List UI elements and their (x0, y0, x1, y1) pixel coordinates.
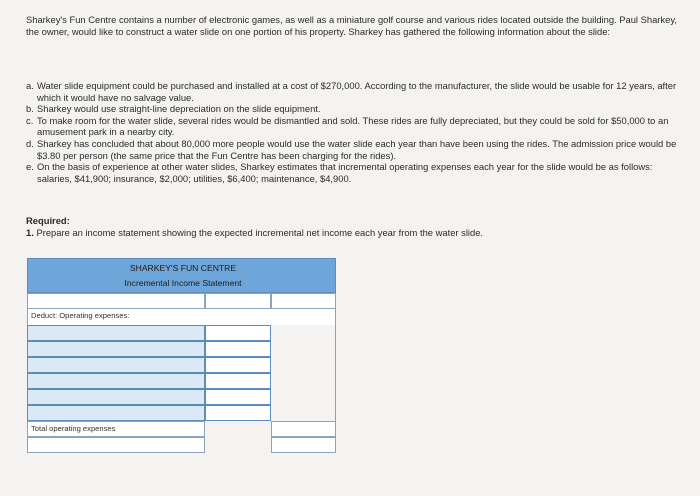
blank-cell (271, 405, 336, 421)
item-label: e. (26, 161, 34, 173)
blank-cell (271, 325, 336, 341)
net-income-label-input[interactable] (27, 437, 205, 453)
item-text: Sharkey has concluded that about 80,000 more people would use the water slide each year than have been using the rides. The admission price would be $3.80 per person (the same price that the Fun Centre has been charging for the rides). (37, 137, 677, 161)
item-text: Sharkey would use straight-line depreciation on the slide equipment. (37, 103, 321, 115)
expense-amount-input[interactable] (205, 357, 271, 373)
total-operating-expenses-label: Total operating expenses (31, 424, 116, 433)
list-item (26, 80, 678, 103)
statement-header (27, 258, 336, 293)
expense-name-input[interactable] (27, 357, 205, 373)
expense-name-input[interactable] (27, 373, 205, 389)
item-text: Water slide equipment could be purchased and installed at a cost of $270,000. According to the manufacturer, the slide would be usable for 12 years, after which it would have no salvage value. (37, 80, 677, 103)
table-row (27, 389, 336, 405)
table-row (27, 325, 336, 341)
expense-amount-input[interactable] (205, 341, 271, 357)
expense-amount-input[interactable] (205, 373, 271, 389)
question-number: 1. (26, 226, 34, 238)
blank-cell (271, 373, 336, 389)
expense-name-input[interactable] (27, 341, 205, 357)
item-label: c. (26, 114, 34, 126)
expense-name-input[interactable] (27, 325, 205, 341)
table-row (27, 341, 336, 357)
problem-intro: Sharkey's Fun Centre contains a number of electronic games, as well as a miniature golf course and various rides located outside the building. Paul Sharkey, the owner, would like to construct a water slide on one portion of his property. Sharkey has gathered the following information about the slide: (26, 14, 677, 38)
blank-cell (271, 341, 336, 357)
spacer-row (27, 309, 336, 325)
required-section (26, 215, 676, 238)
expense-amount-input[interactable] (205, 325, 271, 341)
total-input[interactable] (271, 293, 336, 309)
table-row (27, 357, 336, 373)
expense-name-input[interactable] (27, 405, 205, 421)
question-text: Prepare an income statement showing the expected incremental net income each year from the water slide. (36, 226, 484, 238)
expense-name-input[interactable] (27, 389, 205, 405)
statement-subtitle: Incremental Income Statement (124, 278, 242, 288)
statement-title: SHARKEY'S FUN CENTRE (129, 263, 237, 273)
expense-amount-input[interactable] (205, 405, 271, 421)
blank-cell (271, 389, 336, 405)
given-information-list (26, 80, 678, 184)
required-question (26, 227, 676, 239)
table-row (27, 421, 336, 437)
blank-cell (205, 437, 271, 453)
expense-amount-input[interactable] (205, 389, 271, 405)
item-text: To make room for the water slide, several rides would be dismantled and sold. These rides are fully depreciated, but they could be sold for $50,000 to an amusement park in a nearby city. (37, 114, 669, 138)
total-label-cell (27, 421, 205, 437)
income-statement-worksheet (27, 258, 336, 452)
required-heading: Required: (26, 215, 70, 226)
table-row (27, 293, 336, 309)
list-item (26, 103, 678, 115)
item-label: d. (26, 137, 34, 149)
list-item (26, 115, 678, 138)
item-text: On the basis of experience at other water slides, Sharkey estimates that incremental operating expenses each year for the slide would be as follows: salaries, $41,900; insurance, $2,000; utilities, $6,400; maintenance, $4,900. (37, 161, 653, 184)
amount-input[interactable] (205, 293, 271, 309)
blank-cell (271, 357, 336, 373)
line-item-input[interactable] (27, 293, 205, 309)
table-row (27, 437, 336, 453)
table-row (27, 405, 336, 421)
net-income-input[interactable] (271, 437, 336, 453)
total-expenses-input[interactable] (271, 421, 336, 437)
deduct-operating-expenses-label: Deduct: Operating expenses: (31, 311, 130, 320)
list-item (26, 161, 678, 184)
item-label: b. (26, 103, 34, 115)
list-item (26, 138, 678, 161)
table-row (27, 373, 336, 389)
item-label: a. (26, 80, 34, 91)
blank-cell (205, 421, 271, 437)
